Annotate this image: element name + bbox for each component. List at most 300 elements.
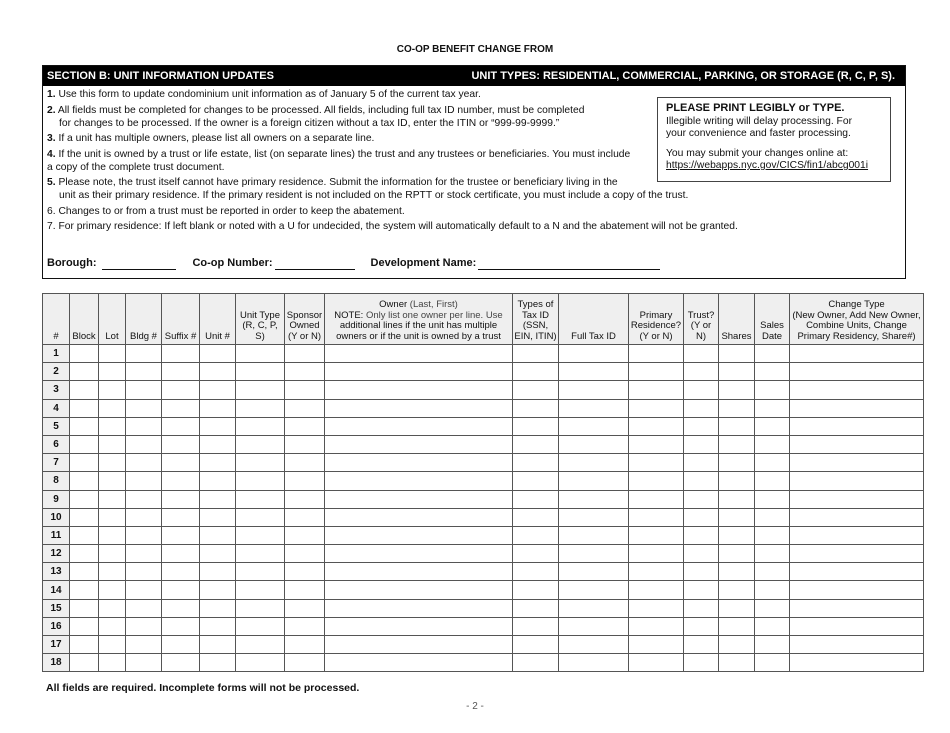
table-cell[interactable] <box>790 581 924 599</box>
table-cell[interactable] <box>99 435 126 453</box>
table-cell[interactable] <box>236 545 285 563</box>
instruction-text: All fields must be completed for changes to be processed. All fields, including full tax ID number, must be completed <box>57 105 585 116</box>
table-cell[interactable] <box>236 399 285 417</box>
table-cell[interactable] <box>513 490 559 508</box>
table-cell[interactable] <box>162 345 200 363</box>
table-cell[interactable] <box>285 599 325 617</box>
table-cell[interactable] <box>513 563 559 581</box>
table-cell[interactable] <box>236 472 285 490</box>
table-cell[interactable] <box>629 599 684 617</box>
table-cell[interactable] <box>236 636 285 654</box>
table-cell[interactable] <box>325 454 513 472</box>
table-cell[interactable] <box>755 599 790 617</box>
table-cell[interactable] <box>70 454 99 472</box>
unit-types-heading: UNIT TYPES: RESIDENTIAL, COMMERCIAL, PARKING, OR STORAGE (R, C, P, S). <box>471 70 895 82</box>
table-cell[interactable] <box>684 345 719 363</box>
table-cell[interactable] <box>513 454 559 472</box>
table-cell[interactable] <box>325 526 513 544</box>
table-cell[interactable] <box>126 654 162 672</box>
table-cell[interactable] <box>559 581 629 599</box>
table-cell[interactable] <box>629 435 684 453</box>
table-cell[interactable] <box>162 526 200 544</box>
table-cell[interactable] <box>325 490 513 508</box>
table-cell[interactable] <box>99 417 126 435</box>
table-cell[interactable] <box>200 581 236 599</box>
table-cell[interactable] <box>285 490 325 508</box>
table-cell[interactable] <box>325 417 513 435</box>
table-cell[interactable] <box>719 563 755 581</box>
table-cell[interactable] <box>513 545 559 563</box>
table-cell[interactable] <box>99 508 126 526</box>
table-cell[interactable] <box>99 599 126 617</box>
table-cell[interactable] <box>126 581 162 599</box>
table-cell[interactable] <box>70 363 99 381</box>
online-submission-link[interactable]: https://webapps.nyc.gov/CICS/fin1/abcg001i <box>666 160 869 171</box>
table-cell[interactable] <box>162 472 200 490</box>
table-cell[interactable] <box>162 581 200 599</box>
table-cell[interactable] <box>200 399 236 417</box>
table-cell[interactable] <box>513 345 559 363</box>
table-cell[interactable] <box>200 563 236 581</box>
development-name-field[interactable] <box>478 257 660 270</box>
table-cell[interactable] <box>126 490 162 508</box>
table-cell[interactable] <box>629 617 684 635</box>
table-cell[interactable] <box>236 508 285 526</box>
table-cell[interactable] <box>755 472 790 490</box>
instruction-item <box>47 221 738 234</box>
table-cell[interactable] <box>99 454 126 472</box>
table-cell[interactable] <box>513 363 559 381</box>
table-cell[interactable] <box>629 654 684 672</box>
table-cell[interactable] <box>790 599 924 617</box>
table-cell[interactable] <box>99 636 126 654</box>
table-cell[interactable] <box>559 381 629 399</box>
table-cell[interactable] <box>325 599 513 617</box>
table-cell[interactable] <box>684 636 719 654</box>
table-cell[interactable] <box>513 581 559 599</box>
table-cell[interactable] <box>755 435 790 453</box>
table-cell[interactable] <box>755 381 790 399</box>
table-cell[interactable] <box>200 599 236 617</box>
table-cell[interactable] <box>325 563 513 581</box>
table-cell[interactable] <box>99 381 126 399</box>
table-cell[interactable] <box>755 345 790 363</box>
table-cell[interactable] <box>790 435 924 453</box>
table-cell[interactable] <box>559 490 629 508</box>
table-cell[interactable] <box>99 563 126 581</box>
table-cell[interactable] <box>684 581 719 599</box>
table-cell[interactable] <box>325 636 513 654</box>
table-cell[interactable] <box>126 599 162 617</box>
table-cell[interactable] <box>200 381 236 399</box>
table-cell[interactable] <box>70 545 99 563</box>
table-cell[interactable] <box>70 345 99 363</box>
table-cell[interactable] <box>285 654 325 672</box>
table-cell[interactable] <box>70 508 99 526</box>
table-cell[interactable] <box>70 435 99 453</box>
table-cell[interactable] <box>162 363 200 381</box>
table-cell[interactable] <box>684 490 719 508</box>
table-cell[interactable] <box>719 636 755 654</box>
table-cell[interactable] <box>790 617 924 635</box>
table-cell[interactable] <box>719 435 755 453</box>
table-cell[interactable] <box>629 508 684 526</box>
table-cell[interactable] <box>755 654 790 672</box>
row-number: 15 <box>43 599 70 617</box>
table-cell[interactable] <box>325 381 513 399</box>
table-cell[interactable] <box>126 363 162 381</box>
table-cell[interactable] <box>126 381 162 399</box>
table-cell[interactable] <box>70 654 99 672</box>
table-cell[interactable] <box>325 545 513 563</box>
table-cell[interactable] <box>162 435 200 453</box>
table-cell[interactable] <box>99 345 126 363</box>
table-cell[interactable] <box>755 363 790 381</box>
table-cell[interactable] <box>629 399 684 417</box>
column-header <box>790 294 924 345</box>
table-cell[interactable] <box>755 490 790 508</box>
table-cell[interactable] <box>70 563 99 581</box>
table-cell[interactable] <box>162 399 200 417</box>
table-cell[interactable] <box>200 617 236 635</box>
table-cell[interactable] <box>559 617 629 635</box>
table-cell[interactable] <box>236 654 285 672</box>
column-header-text: Owner <box>379 299 408 310</box>
table-cell[interactable] <box>684 472 719 490</box>
row-number: 17 <box>43 636 70 654</box>
table-cell[interactable] <box>629 526 684 544</box>
table-cell[interactable] <box>513 508 559 526</box>
table-cell[interactable] <box>70 599 99 617</box>
table-cell[interactable] <box>755 508 790 526</box>
table-cell[interactable] <box>629 363 684 381</box>
table-cell[interactable] <box>236 417 285 435</box>
table-cell[interactable] <box>162 545 200 563</box>
table-cell[interactable] <box>285 545 325 563</box>
table-cell[interactable] <box>99 654 126 672</box>
table-cell[interactable] <box>559 454 629 472</box>
table-row <box>43 399 924 417</box>
table-row <box>43 563 924 581</box>
table-cell[interactable] <box>236 363 285 381</box>
table-cell[interactable] <box>162 381 200 399</box>
table-cell[interactable] <box>790 545 924 563</box>
table-cell[interactable] <box>719 617 755 635</box>
table-cell[interactable] <box>99 617 126 635</box>
table-cell[interactable] <box>719 345 755 363</box>
table-cell[interactable] <box>126 417 162 435</box>
table-cell[interactable] <box>236 381 285 399</box>
table-cell[interactable] <box>559 545 629 563</box>
table-cell[interactable] <box>755 617 790 635</box>
table-cell[interactable] <box>629 563 684 581</box>
table-cell[interactable] <box>162 417 200 435</box>
table-cell[interactable] <box>126 526 162 544</box>
table-cell[interactable] <box>200 363 236 381</box>
table-cell[interactable] <box>325 654 513 672</box>
table-cell[interactable] <box>126 617 162 635</box>
table-cell[interactable] <box>162 563 200 581</box>
table-cell[interactable] <box>162 599 200 617</box>
table-cell[interactable] <box>629 454 684 472</box>
table-cell[interactable] <box>513 399 559 417</box>
table-cell[interactable] <box>513 435 559 453</box>
table-cell[interactable] <box>99 490 126 508</box>
table-cell[interactable] <box>513 617 559 635</box>
table-cell[interactable] <box>162 617 200 635</box>
table-cell[interactable] <box>790 363 924 381</box>
table-cell[interactable] <box>719 399 755 417</box>
table-cell[interactable] <box>126 345 162 363</box>
table-cell[interactable] <box>684 508 719 526</box>
table-cell[interactable] <box>236 454 285 472</box>
table-cell[interactable] <box>200 545 236 563</box>
table-cell[interactable] <box>200 636 236 654</box>
instruction-text: If the unit is owned by a trust or life estate, list (on separate lines) the trust and any trustees or beneficiaries. You must include <box>58 149 631 160</box>
table-cell[interactable] <box>126 563 162 581</box>
table-cell[interactable] <box>162 490 200 508</box>
table-cell[interactable] <box>755 454 790 472</box>
table-cell[interactable] <box>719 545 755 563</box>
table-cell[interactable] <box>629 581 684 599</box>
table-cell[interactable] <box>285 636 325 654</box>
table-cell[interactable] <box>559 636 629 654</box>
table-cell[interactable] <box>755 526 790 544</box>
table-cell[interactable] <box>162 508 200 526</box>
table-cell[interactable] <box>559 399 629 417</box>
table-cell[interactable] <box>126 435 162 453</box>
table-cell[interactable] <box>790 636 924 654</box>
table-cell[interactable] <box>70 381 99 399</box>
table-cell[interactable] <box>719 363 755 381</box>
table-cell[interactable] <box>719 417 755 435</box>
table-cell[interactable] <box>200 345 236 363</box>
table-cell[interactable] <box>236 490 285 508</box>
table-cell[interactable] <box>755 417 790 435</box>
table-cell[interactable] <box>126 636 162 654</box>
table-cell[interactable] <box>285 381 325 399</box>
table-cell[interactable] <box>200 654 236 672</box>
table-cell[interactable] <box>200 472 236 490</box>
table-cell[interactable] <box>126 508 162 526</box>
table-cell[interactable] <box>99 526 126 544</box>
table-cell[interactable] <box>236 345 285 363</box>
table-cell[interactable] <box>755 581 790 599</box>
table-cell[interactable] <box>162 654 200 672</box>
table-cell[interactable] <box>200 490 236 508</box>
table-cell[interactable] <box>200 435 236 453</box>
table-cell[interactable] <box>236 581 285 599</box>
table-cell[interactable] <box>285 508 325 526</box>
table-cell[interactable] <box>684 599 719 617</box>
table-cell[interactable] <box>513 636 559 654</box>
table-cell[interactable] <box>684 363 719 381</box>
table-cell[interactable] <box>285 399 325 417</box>
column-header-text: EIN, ITIN) <box>514 330 557 342</box>
table-cell[interactable] <box>559 417 629 435</box>
table-cell[interactable] <box>325 363 513 381</box>
table-cell[interactable] <box>285 454 325 472</box>
table-cell[interactable] <box>70 617 99 635</box>
table-cell[interactable] <box>684 435 719 453</box>
table-cell[interactable] <box>70 526 99 544</box>
table-cell[interactable] <box>559 435 629 453</box>
coop-number-field[interactable] <box>275 257 355 270</box>
table-cell[interactable] <box>790 508 924 526</box>
table-cell[interactable] <box>790 472 924 490</box>
table-cell[interactable] <box>790 417 924 435</box>
table-cell[interactable] <box>236 599 285 617</box>
table-row <box>43 417 924 435</box>
table-cell[interactable] <box>719 654 755 672</box>
instruction-item <box>47 206 405 219</box>
table-cell[interactable] <box>236 526 285 544</box>
table-cell[interactable] <box>285 563 325 581</box>
column-header <box>126 294 162 345</box>
table-cell[interactable] <box>629 345 684 363</box>
table-cell[interactable] <box>559 508 629 526</box>
table-cell[interactable] <box>755 636 790 654</box>
table-cell[interactable] <box>513 526 559 544</box>
instruction-number: 1. <box>47 89 56 100</box>
table-cell[interactable] <box>285 526 325 544</box>
notice-heading: PLEASE PRINT LEGIBLY or TYPE. <box>666 102 845 114</box>
table-cell[interactable] <box>684 381 719 399</box>
column-header-text: Primary <box>639 309 673 321</box>
table-cell[interactable] <box>325 617 513 635</box>
table-cell[interactable] <box>719 381 755 399</box>
column-header-text: Only list one owner per line. Use <box>363 309 503 321</box>
table-cell[interactable] <box>513 417 559 435</box>
table-cell[interactable] <box>790 490 924 508</box>
table-cell[interactable] <box>99 545 126 563</box>
table-cell[interactable] <box>790 526 924 544</box>
table-cell[interactable] <box>559 345 629 363</box>
table-cell[interactable] <box>559 563 629 581</box>
table-cell[interactable] <box>70 472 99 490</box>
table-cell[interactable] <box>719 472 755 490</box>
table-cell[interactable] <box>70 417 99 435</box>
table-cell[interactable] <box>684 545 719 563</box>
table-cell[interactable] <box>70 581 99 599</box>
table-cell[interactable] <box>236 617 285 635</box>
table-cell[interactable] <box>126 454 162 472</box>
table-cell[interactable] <box>790 563 924 581</box>
table-cell[interactable] <box>719 490 755 508</box>
table-cell[interactable] <box>325 435 513 453</box>
table-cell[interactable] <box>513 599 559 617</box>
table-row <box>43 526 924 544</box>
table-cell[interactable] <box>629 490 684 508</box>
table-cell[interactable] <box>325 345 513 363</box>
table-cell[interactable] <box>629 417 684 435</box>
table-cell[interactable] <box>719 581 755 599</box>
table-cell[interactable] <box>513 654 559 672</box>
table-cell[interactable] <box>790 654 924 672</box>
table-cell[interactable] <box>325 399 513 417</box>
table-cell[interactable] <box>70 636 99 654</box>
table-cell[interactable] <box>325 472 513 490</box>
table-cell[interactable] <box>684 417 719 435</box>
table-cell[interactable] <box>236 563 285 581</box>
table-cell[interactable] <box>162 636 200 654</box>
table-cell[interactable] <box>684 454 719 472</box>
table-cell[interactable] <box>285 617 325 635</box>
table-cell[interactable] <box>99 363 126 381</box>
table-cell[interactable] <box>70 490 99 508</box>
table-cell[interactable] <box>325 508 513 526</box>
table-cell[interactable] <box>755 399 790 417</box>
table-cell[interactable] <box>684 654 719 672</box>
footer-note: All fields are required. Incomplete forms will not be processed. <box>46 682 360 694</box>
table-cell[interactable] <box>684 399 719 417</box>
table-cell[interactable] <box>126 472 162 490</box>
table-cell[interactable] <box>200 508 236 526</box>
table-cell[interactable] <box>200 417 236 435</box>
table-cell[interactable] <box>684 526 719 544</box>
table-cell[interactable] <box>755 563 790 581</box>
table-cell[interactable] <box>790 381 924 399</box>
table-cell[interactable] <box>629 381 684 399</box>
table-cell[interactable] <box>559 472 629 490</box>
table-cell[interactable] <box>285 345 325 363</box>
table-cell[interactable] <box>200 526 236 544</box>
table-cell[interactable] <box>70 399 99 417</box>
table-cell[interactable] <box>684 563 719 581</box>
table-cell[interactable] <box>790 345 924 363</box>
table-cell[interactable] <box>513 381 559 399</box>
table-cell[interactable] <box>684 617 719 635</box>
column-header-text: Tax ID <box>522 309 549 321</box>
table-cell[interactable] <box>629 545 684 563</box>
table-cell[interactable] <box>99 581 126 599</box>
table-cell[interactable] <box>285 417 325 435</box>
table-cell[interactable] <box>99 472 126 490</box>
table-cell[interactable] <box>285 472 325 490</box>
table-cell[interactable] <box>126 399 162 417</box>
table-cell[interactable] <box>629 636 684 654</box>
borough-field[interactable] <box>102 257 176 270</box>
column-header <box>70 294 99 345</box>
unit-table <box>42 293 924 672</box>
table-cell[interactable] <box>325 581 513 599</box>
table-cell[interactable] <box>629 472 684 490</box>
table-cell[interactable] <box>236 435 285 453</box>
notice-text: You may submit your changes online at: <box>666 147 849 159</box>
table-cell[interactable] <box>99 399 126 417</box>
table-cell[interactable] <box>559 654 629 672</box>
table-cell[interactable] <box>559 363 629 381</box>
table-cell[interactable] <box>162 454 200 472</box>
table-row <box>43 636 924 654</box>
table-cell[interactable] <box>559 526 629 544</box>
table-cell[interactable] <box>719 454 755 472</box>
table-cell[interactable] <box>126 545 162 563</box>
table-cell[interactable] <box>200 454 236 472</box>
table-cell[interactable] <box>513 472 559 490</box>
table-cell[interactable] <box>719 526 755 544</box>
table-cell[interactable] <box>285 435 325 453</box>
table-cell[interactable] <box>285 581 325 599</box>
table-cell[interactable] <box>559 599 629 617</box>
table-cell[interactable] <box>719 508 755 526</box>
table-cell[interactable] <box>719 599 755 617</box>
table-cell[interactable] <box>790 399 924 417</box>
table-cell[interactable] <box>790 454 924 472</box>
table-cell[interactable] <box>755 545 790 563</box>
column-header-text: Bldg # <box>130 330 157 342</box>
table-cell[interactable] <box>285 363 325 381</box>
